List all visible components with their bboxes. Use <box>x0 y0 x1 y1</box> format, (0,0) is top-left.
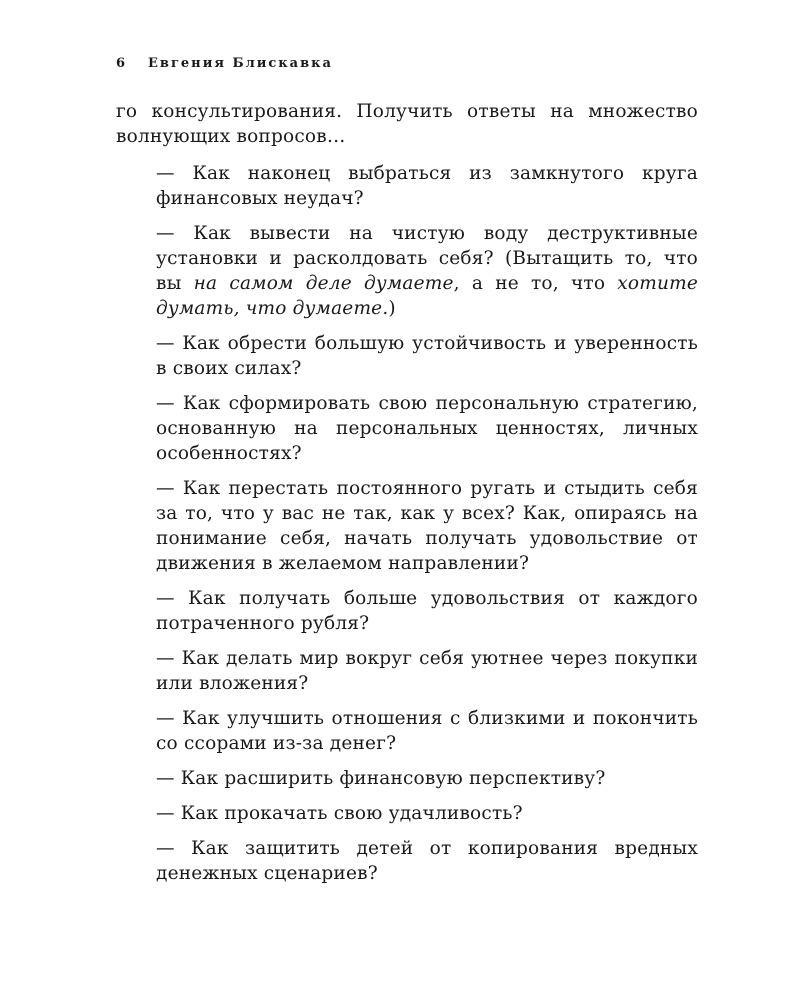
question-item: — Как прокачать свою удачливость? <box>156 803 523 824</box>
running-head <box>116 56 333 71</box>
question-item: — Как получать больше удовольствия от каждого потраченного рубля? <box>156 588 698 634</box>
question-item: — Как наконец выбраться из замкнутого круга финансовых неудач? <box>156 163 698 209</box>
question-item: — Как делать мир вокруг себя уютнее через покупки или вложения? <box>156 648 698 694</box>
author-name: Евгения Блискавка <box>148 56 333 71</box>
italic-phrase: на самом деле думаете <box>193 273 454 294</box>
question-item: — Как улучшить отношения с близкими и покончить со ссорами из-за денег? <box>156 708 698 754</box>
question-text: , а не то, что <box>453 273 618 294</box>
question-item: — Как перестать постоянного ругать и стыдить себя за то, что у вас не так, как у всех? Как, опираясь на понимание себя, начать получать удовольствие от движения в желаемом направлении? <box>156 478 698 574</box>
question-item: — Как обрести большую устойчивость и уверенность в своих силах? <box>156 333 698 379</box>
question-text: — Как вывести на чистую воду деструктивные установки и расколдовать себя? (Вытащить то, что вы <box>156 223 698 294</box>
italic-phrase: хотите думать, что думаете <box>156 273 698 319</box>
question-item: — Как защитить детей от копирования вредных денежных сценариев? <box>156 838 698 884</box>
question-text: .) <box>382 298 396 319</box>
intro-paragraph: го консультирования. Получить ответы на множество волнующих вопросов… <box>116 101 698 147</box>
question-item <box>156 221 698 321</box>
page-number: 6 <box>116 56 128 71</box>
body-text <box>116 99 698 896</box>
question-item: — Как сформировать свою персональную стратегию, основанную на персональных ценностях, личных особенностях? <box>156 393 698 464</box>
question-item: — Как расширить финансовую перспективу? <box>156 768 606 789</box>
question-list <box>116 161 698 886</box>
